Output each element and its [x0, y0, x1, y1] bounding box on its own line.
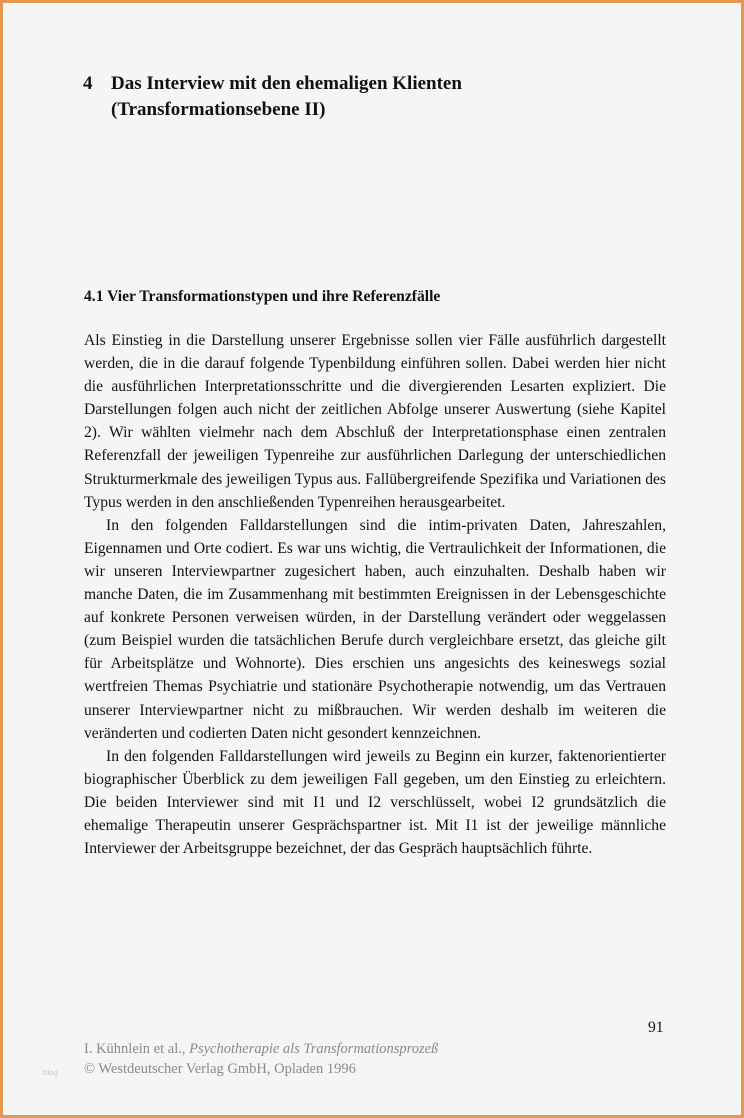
footer-book-title: Psychotherapie als Transformationsprozeß	[189, 1041, 439, 1057]
chapter-number: 4	[83, 73, 93, 94]
citation-line	[84, 1039, 438, 1059]
copyright-line: © Westdeutscher Verlag GmbH, Opladen 1996	[84, 1061, 356, 1077]
chapter-title-line2: (Transformationsebene II)	[111, 99, 326, 120]
watermark: blog	[43, 1069, 59, 1077]
paragraph-1: Als Einstieg in die Darstellung unserer Ergebnisse sollen vier Fälle ausführlich dargestellt werden, die in die darauf folgende Typenbildung einführen sollen. Dabei werden hier nicht die ausführlichen Interpretationsschritte und die divergierenden Lesarten expliziert. Die Darstellungen folgen auch nicht der zeitlichen Abfolge unserer Auswertung (siehe Kapitel 2). Wir wählten vielmehr nach dem Abschluß der Interpretationsphase einen zentralen Referenzfall der jeweiligen Typenreihe zur ausführlichen Darlegung der unterschiedlichen Strukturmerkmale des jeweiligen Typus aus. Fallübergreifende Spezifika und Variationen des Typus werden in den anschließenden Typenreihen herausgearbeitet.	[84, 332, 666, 511]
chapter-title-line1: Das Interview mit den ehemaligen Klienten	[111, 73, 462, 94]
body-text	[84, 329, 666, 860]
chapter-heading	[83, 71, 462, 123]
section-heading: 4.1 Vier Transformationstypen und ihre Referenzfälle	[84, 288, 441, 305]
paragraph-2: In den folgenden Falldarstellungen sind die intim-privaten Daten, Jahreszahlen, Eigennamen und Orte codiert. Es war uns wichtig, die Vertraulichkeit der Informationen, die wir unseren Interviewpartner zugesichert haben, auch einzuhalten. Deshalb haben wir manche Daten, die im Zusammenhang mit bestimmten Ereignissen in der Lebensgeschichte auf konkrete Personen verweisen würden, in der Darstellung verändert oder weggelassen (zum Beispiel wurden die tatsächlichen Berufe durch vergleichbare ersetzt, das gleiche gilt für Arbeitsplätze und Wohnorte). Dies erschien uns angesichts des keineswegs sozial wertfreien Themas Psychiatrie und stationäre Psychotherapie notwendig, um das Vertrauen unserer Interviewpartner nicht zu mißbrauchen. Wir werden deshalb im weiteren die veränderten und codierten Daten nicht gesondert kennzeichnen.	[84, 516, 666, 742]
chapter-title	[111, 71, 462, 123]
page-number: 91	[648, 1019, 664, 1036]
paragraph-3: In den folgenden Falldarstellungen wird jeweils zu Beginn ein kurzer, faktenorientierter biographischer Überblick zu dem jeweiligen Fall gegeben, um den Einstieg zu erleichtern. Die beiden Interviewer sind mit I1 und I2 verschlüsselt, wobei I2 grundsätzlich die ehemalige Therapeutin unserer Gesprächspartner ist. Mit I1 ist der jeweilige männliche Interviewer der Arbeitsgruppe bezeichnet, der das Gespräch hauptsächlich führte.	[84, 747, 666, 858]
publication-footer	[84, 1039, 438, 1079]
footer-authors: I. Kühnlein et al.,	[84, 1041, 190, 1057]
